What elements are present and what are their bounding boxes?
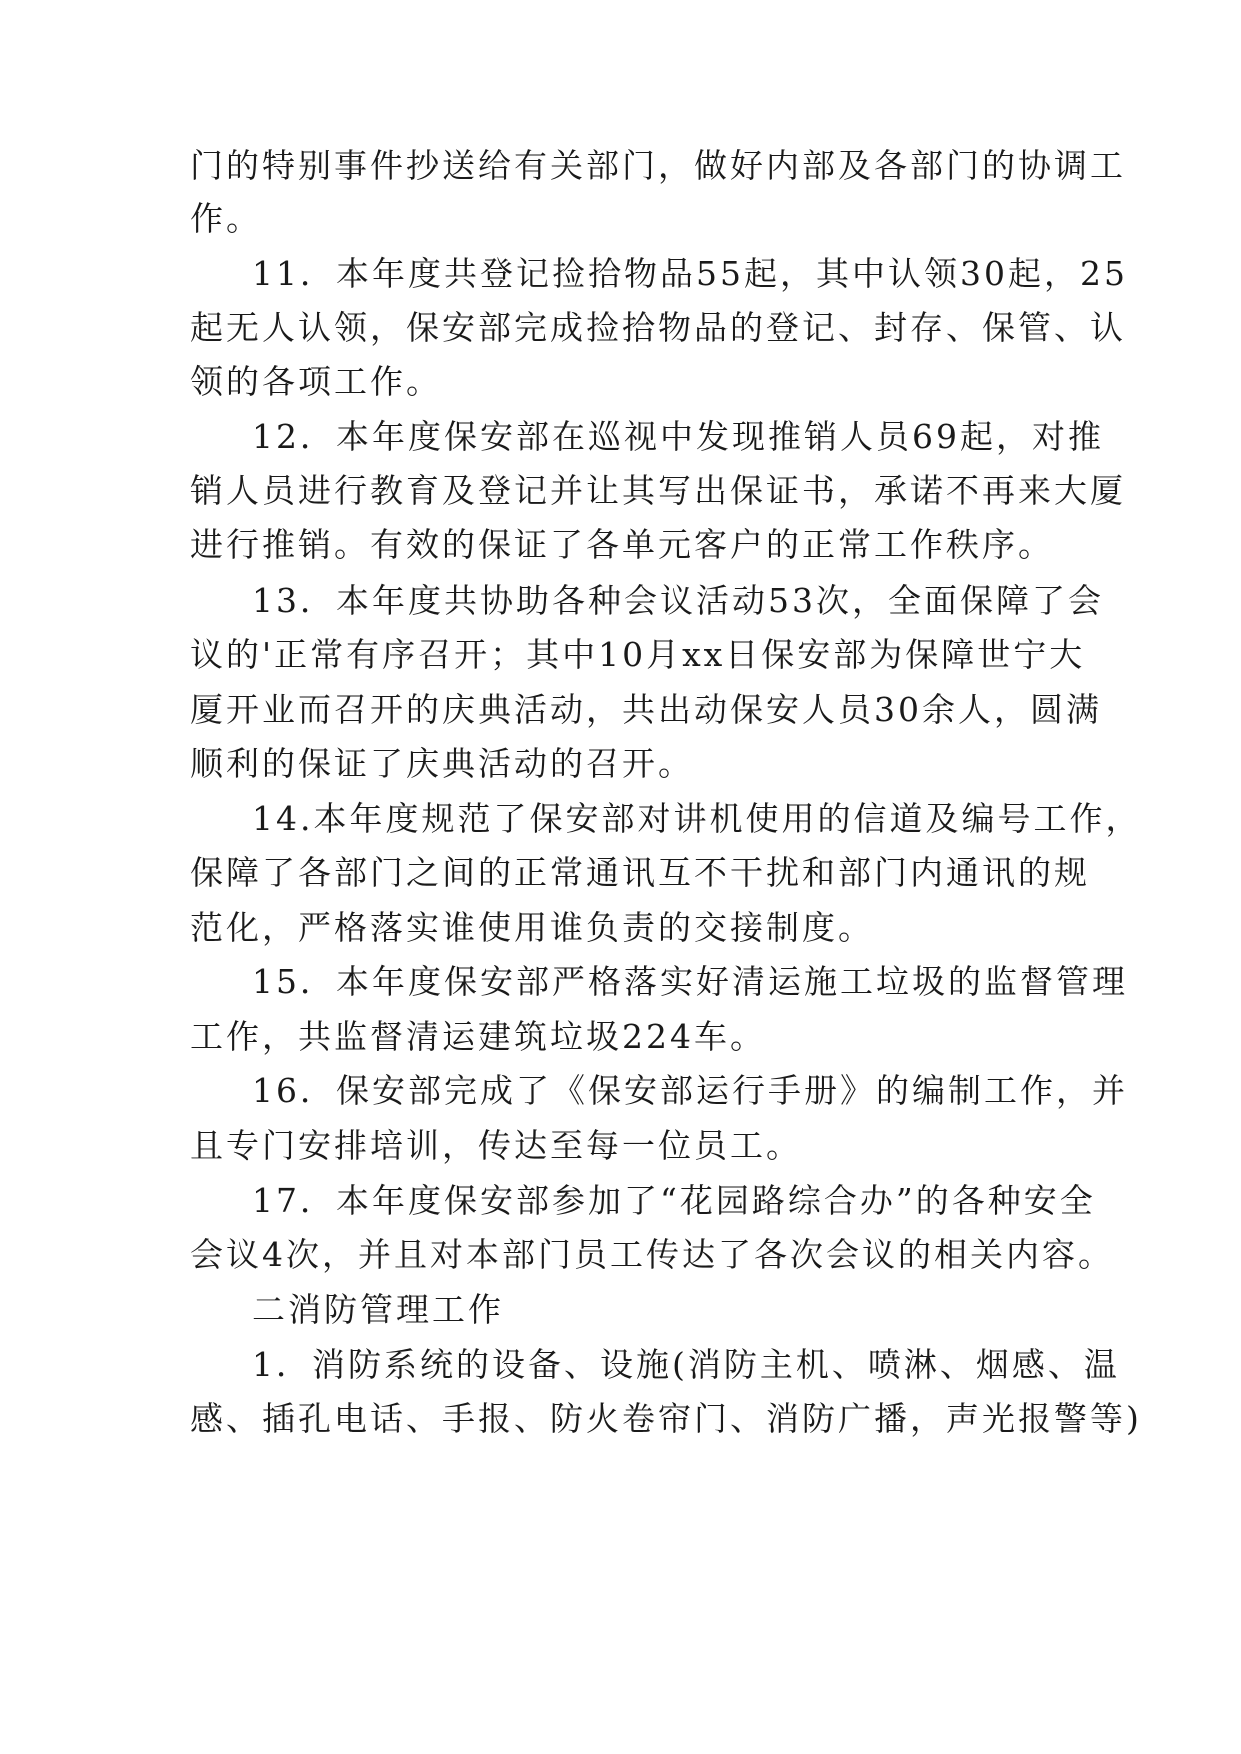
text-line: 范化，严格落实谁使用谁负责的交接制度。 — [190, 908, 874, 947]
text-line: 15．本年度保安部严格落实好清运施工垃圾的监督管理 — [252, 962, 1128, 1001]
text-line: 保障了各部门之间的正常通讯互不干扰和部门内通讯的规 — [190, 853, 1090, 892]
text-line: 13．本年度共协助各种会议活动53次，全面保障了会 — [252, 581, 1104, 620]
text-line: 议的'正常有序召开；其中10月xx日保安部为保障世宁大 — [190, 635, 1086, 674]
text-line: 12．本年度保安部在巡视中发现推销人员69起，对推 — [252, 417, 1104, 456]
section-heading: 二消防管理工作 — [252, 1290, 504, 1329]
text-line: 领的各项工作。 — [190, 362, 442, 401]
text-line: 作。 — [190, 199, 262, 238]
text-line: 会议4次，并且对本部门员工传达了各次会议的相关内容。 — [190, 1235, 1114, 1274]
text-line: 进行推销。有效的保证了各单元客户的正常工作秩序。 — [190, 525, 1054, 564]
text-line: 起无人认领，保安部完成捡拾物品的登记、封存、保管、认 — [190, 308, 1126, 347]
text-line: 门的特别事件抄送给有关部门，做好内部及各部门的协调工 — [190, 146, 1126, 185]
text-line: 11．本年度共登记捡拾物品55起，其中认领30起，25 — [252, 254, 1128, 293]
text-line: 销人员进行教育及登记并让其写出保证书，承诺不再来大厦 — [190, 471, 1126, 510]
text-line: 感、插孔电话、手报、防火卷帘门、消防广播，声光报警等) — [190, 1399, 1142, 1438]
text-line: 14.本年度规范了保安部对讲机使用的信道及编号工作， — [252, 799, 1142, 838]
text-line: 1．消防系统的设备、设施(消防主机、喷淋、烟感、温 — [252, 1345, 1120, 1384]
text-line: 17．本年度保安部参加了“花园路综合办”的各种安全 — [252, 1181, 1096, 1220]
text-line: 厦开业而召开的庆典活动，共出动保安人员30余人，圆满 — [190, 690, 1102, 729]
text-line: 且专门安排培训，传达至每一位员工。 — [190, 1126, 802, 1165]
text-line: 顺利的保证了庆典活动的召开。 — [190, 744, 694, 783]
text-line: 16．保安部完成了《保安部运行手册》的编制工作，并 — [252, 1071, 1128, 1110]
text-line: 工作，共监督清运建筑垃圾224车。 — [190, 1017, 766, 1056]
